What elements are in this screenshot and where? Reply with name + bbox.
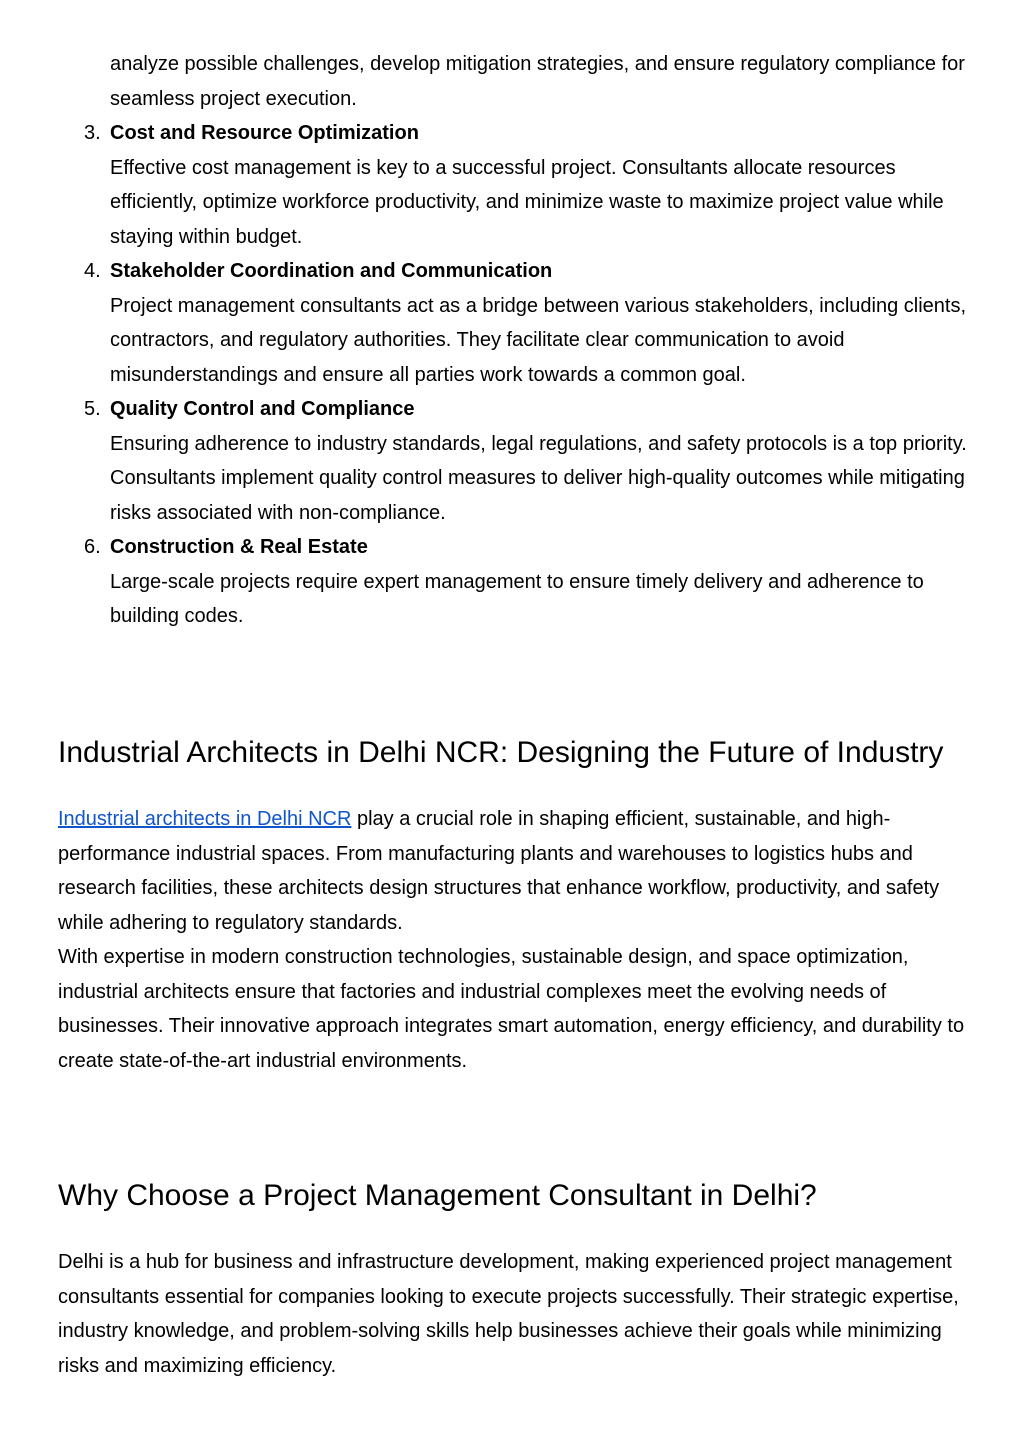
why-choose-paragraph: Delhi is a hub for business and infrastructure development, making experienced project management consultants essential for companies looking to execute projects successfully. Their strategic expertise, industry knowledge, and problem-solving skills help businesses achieve their goals while minimizing risks and maximizing efficiency. xyxy=(58,1251,959,1377)
services-numbered-list xyxy=(0,116,1024,634)
list-item-number: 4. xyxy=(84,260,101,282)
list-item-body: Project management consultants act as a bridge between various stakeholders, including clients, contractors, and regulatory authorities. They facilitate clear communication to avoid misunderstandings and ensure all parties work towards a common goal. xyxy=(110,294,967,386)
industrial-paragraph-text: play a crucial role in shaping efficient, sustainable, and high-performance industrial spaces. From manufacturing plants and warehouses to logistics hubs and research facilities, these architects design structures that enhance workflow, productivity, and safety while adhering to regulatory standards. xyxy=(58,808,940,934)
list-item-title: Quality Control and Compliance xyxy=(110,398,415,420)
list-item xyxy=(0,254,970,392)
list-item-title: Cost and Resource Optimization xyxy=(110,122,419,144)
industrial-expertise-paragraph: With expertise in modern construction technologies, sustainable design, and space optimization, industrial architects ensure that factories and industrial complexes meet the evolving needs of businesses. Their innovative approach integrates smart automation, energy efficiency, and durability to create state-of-the-art industrial environments. xyxy=(58,946,965,1072)
list-item-body: Large-scale projects require expert management to ensure timely delivery and adherence to building codes. xyxy=(110,570,924,627)
list-item-title: Construction & Real Estate xyxy=(110,536,368,558)
list-item-number: 3. xyxy=(84,122,101,144)
list-item-number: 5. xyxy=(84,398,101,420)
list-item-number: 6. xyxy=(84,536,101,558)
intro-continuation-paragraph: analyze possible challenges, develop mitigation strategies, and ensure regulatory compliance for seamless project execution. xyxy=(110,53,965,110)
list-item-body: Effective cost management is key to a successful project. Consultants allocate resources efficiently, optimize workforce productivity, and minimize waste to maximize project value while staying within budget. xyxy=(110,156,944,248)
why-choose-heading: Why Choose a Project Management Consultant in Delhi? xyxy=(58,1179,817,1212)
list-item-body: Ensuring adherence to industry standards, legal regulations, and safety protocols is a top priority. Consultants implement quality control measures to deliver high-quality outcomes while mitigating risks associated with non-compliance. xyxy=(110,432,967,524)
industrial-architects-paragraph xyxy=(58,802,973,940)
list-item xyxy=(0,392,970,530)
list-item-title: Stakeholder Coordination and Communication xyxy=(110,260,553,282)
list-item xyxy=(0,116,970,254)
industrial-architects-link[interactable]: Industrial architects in Delhi NCR xyxy=(58,808,352,830)
industrial-architects-heading: Industrial Architects in Delhi NCR: Designing the Future of Industry xyxy=(58,736,944,769)
list-item xyxy=(0,530,970,634)
